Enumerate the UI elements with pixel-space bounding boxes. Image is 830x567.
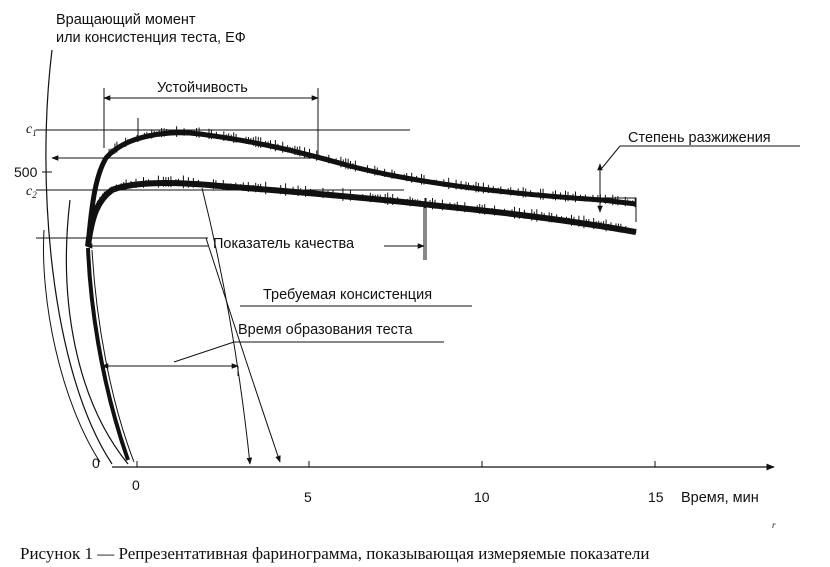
y-tick-0: 0 (92, 455, 100, 471)
x-tick-5: 5 (304, 489, 312, 505)
stability-label: Устойчивость (157, 80, 248, 96)
figure-caption: Рисунок 1 — Репрезентативная фаринограмма, показывающая измеряемые показатели (20, 544, 650, 563)
x-tick-10: 10 (474, 489, 490, 505)
softening-label: Степень разжижения (628, 130, 771, 146)
stray-mark: r (772, 520, 776, 530)
development-time-label: Время образования теста (238, 322, 413, 338)
required-consistency-label: Требуемая консистенция (263, 287, 433, 303)
y-axis-title-line2: или консистенция теста, ЕФ (56, 30, 246, 46)
c2-label: $c_2$ (26, 184, 37, 200)
time-arc-mid (206, 238, 280, 462)
y-axis-arc-outer (46, 50, 112, 464)
y-axis-title-line1: Вращающий момент (56, 12, 196, 28)
x-axis-title: Время, мин (681, 490, 759, 506)
x-tick-0: 0 (132, 477, 140, 493)
x-axis-ticks (137, 461, 655, 467)
x-tick-15: 15 (648, 489, 664, 505)
y-tick-500: 500 (14, 164, 38, 180)
c1-label: $c_1$ (26, 122, 37, 138)
quality-number-label: Показатель качества (213, 236, 355, 252)
